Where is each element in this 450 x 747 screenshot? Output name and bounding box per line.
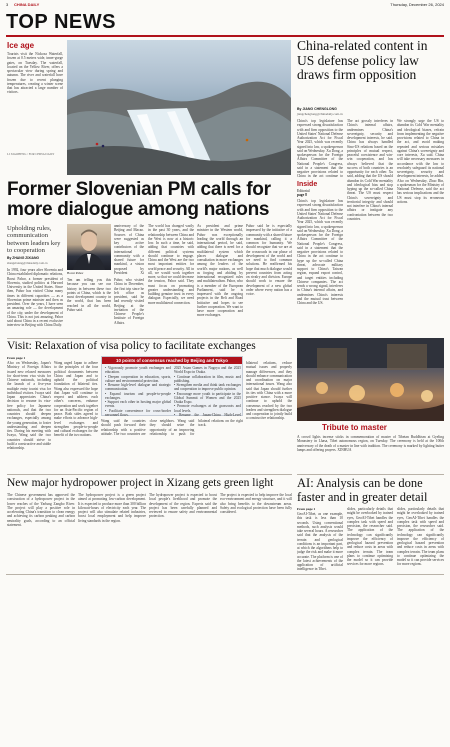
- consensus-point: • Facilitate convenience for cross-border personnel flows.: [105, 408, 171, 416]
- visit-from: From page 1: [7, 356, 26, 360]
- pahor-portrait: [67, 224, 111, 270]
- china-related-col3: We strongly urge the US to abandon its Cold War mentality and ideological biases, refrain from implementing the negative provisions related to China in the act, and avoid making repeated and serious mistakes against China's sovereignty and core interests, Xu said. China will take necessary measures in accordance with the law to resolutely safeguard its national sovereignty, security and development interests, he added. Also on Wednesday, Zhao Bin, a spokesman for the Ministry of National Defense, said the act has serious implications and the US must stop its erroneous actions.: [397, 119, 444, 204]
- tribute-caption: A crowd lights incense sticks in commemoration of master of Tibetan Buddhism at Gyeling Monastery in Lhasa, Tibet autonomous region, on Tuesday. The ceremony is held at the 100th anniversary of the death of a master in line with tradition. The ceremony is marked by lighting butter lamps and offering prayers. XINHUA: [297, 435, 444, 452]
- ai-from: From page 1: [297, 507, 316, 511]
- visit-col4: Wang said the countries should push forward their relationship with a positive attitude. The two countries are close neighbors. Wang said they should seize the opportunity of an improving relationship to push for bilateral relations on the right track.: [101, 419, 243, 436]
- consensus-point: • Expand tourism and people-to-people exchanges.: [105, 391, 171, 400]
- tribute-label: Tribute to master: [322, 423, 387, 432]
- consensus-list-right: [174, 366, 241, 416]
- consensus-point: • Vigorously promote youth exchanges and education.: [105, 366, 171, 375]
- china-related-headline: China-related content in US defense policy law draws firm opposition: [297, 38, 428, 82]
- page-number: 3: [6, 2, 9, 7]
- ai-headline: AI: Analysis can be done faster and in greater detail: [297, 476, 428, 504]
- hydro-headline: New major hydropower project in Xizang gets green light: [7, 477, 274, 489]
- footer-rule: [6, 574, 444, 575]
- consensus-box: [101, 356, 243, 416]
- consensus-list-left: [105, 366, 171, 416]
- masthead: [0, 0, 450, 36]
- inside-page[interactable]: page 8: [297, 193, 307, 198]
- consensus-point: • Strengthen media and think tank exchanges and cooperation to improve public opinion.: [174, 383, 241, 392]
- ice-age-title: Ice age: [7, 41, 35, 50]
- consensus-point: • Resume high-level dialogue and strategic communication.: [105, 383, 171, 392]
- slovenian-para7: China and the West are the two most important entities for world peace and security. All in all, we would work together more, so that we could decrease the tension, Pahor said. They must focus on promoting greater understanding and building genuine trust in every dialogue. Especially, we need more multilateral connection.: [148, 258, 194, 305]
- china-related-byline: By JIANG CHENGLONG: [297, 107, 337, 111]
- slovenian-para6: The world has changed vastly in the past 30 years, and the relationship between China and the West is now at a historic low. In such a time, he said, adding that countries with different political systems should continue to engage.: [148, 224, 194, 258]
- tribute-photo: [297, 338, 444, 421]
- masthead-rule: [6, 35, 444, 37]
- slovenian-col4: [197, 224, 243, 334]
- consensus-point: • Encourage more youth to participate in the Global Summit of Women and the 2025 Osaka Expo.: [174, 391, 241, 404]
- consensus-point: • Resume the Japan-China High-Level: [174, 412, 241, 416]
- pahor-caption: Borut Pahor: [67, 271, 84, 275]
- ice-age-lead: Tourists visit the Nickosa Waterfall, frozen at 0.5 meters wide, inner-gorge gates, on Tuesday. The waterfall, located on the Yellow River, offers a spectacular view during spring and autumn. The river and waterfall have frozen due to recent plunging temperatures, creating a winter scene that has attracted a large number of visitors.: [7, 52, 63, 95]
- slovenian-para1: In 1992, four years after Slovenia and China established diplomatic relations, Borut Pahor, a former president of Slovenia, studied politics at Harvard University in the United States. Since then, Pahor has visited China many times in different capacities — as a Slovenian prime minister and then as president.: [7, 268, 63, 306]
- section-title: TOP NEWS: [6, 11, 116, 33]
- divider-hydro: [7, 474, 292, 475]
- visit-col2: Wang urged Japan to adhere to the principles of the four political documents between China and Japan and to uphold the political foundation of bilateral ties. Wang also expressed the hope that Japan will continue to respect and address each other's concerns, enhance cooperation and work together for an Asia-Pacific region of peace. Both sides agreed to make efforts to advance high-level exchanges and strengthen people-to-people and cultural exchanges for the benefit of the two nations.: [54, 361, 98, 438]
- waterfall-photo: [67, 40, 291, 175]
- slovenian-subhead: Upholding rules, communication between leaders key to cooperation: [7, 225, 61, 255]
- consensus-point: • Deepen cooperation in education, sports, culture and environmental protection.: [105, 374, 171, 383]
- slovenian-para10: Pahor said he is especially impressed by the initiative of a community with a shared future for mankind, calling it a common for humanity. We should recognize that we are at the crossroads in our phase of development of the world and we need to find common solutions.: [246, 224, 292, 267]
- china-related-col1-cont: China's top legislature has expressed strong dissatisfaction with and firm opposition to the United States' National Defense Authorization Act for Fiscal Year 2025, which was recently signed into law, a spokesperson said on Wednesday. Xu Dong, a spokesperson for the Foreign Affairs Committee of the National People's Congress, said in a statement that the negative provisions related to China in the act continue to hype up the so-called China threat, advocate military support to China's Taiwan region, expand export control, and target entities including Chinese companies. The act sends a wrong signal, interferes in China's internal affairs, and undermines China's interests and the mutual trust between China and the US.: [297, 199, 343, 305]
- divider-ai: [297, 474, 444, 475]
- hydro-col3: The hydropower project is expected to boost local people's livelihood and promote the development of the region. Experts said the project has been carefully planned and reviewed to ensure safety and environmental protection.: [149, 493, 217, 519]
- ice-age-credit: LI XIAOHENG / FOR CHINA DAILY: [7, 152, 55, 156]
- ai-col2: slides, particularly details that might be overlooked by trained eyes, GeoAI-Tibet handles the complex task with speed and precision, the researcher said. The application of the technology can significantly improve the efficiency of geological hazard prevention and reduce costs in areas with complex terrain. The team plans to continue optimizing the model so it can provide services for more regions.: [347, 507, 393, 567]
- china-related-col2: The act grossly interferes in China's internal affairs, undermines China's sovereignty, security and development interests, he said. China has always handled Sino-US relations based on the principles of mutual respect, peaceful coexistence and win-win cooperation, and has always believed that the success of both countries is an opportunity for each other. Xu said, adding that the US should abandon its Cold War mentality and ideological bias and stop hyping up the so-called China threat. The US must respect China's sovereignty and territorial integrity and should not interfere in China's internal affairs or instigate any confrontation between the two countries.: [347, 119, 393, 221]
- portrait-figure: [67, 224, 111, 270]
- slovenian-col5: [246, 224, 292, 334]
- slovenian-col2c: Pahor, who visited China in December, the first trip since he left office as president, said he had recently visited Beijing at the invitation of the Chinese People's Institute of Foreign Affairs.: [114, 278, 144, 325]
- visit-headline: Visit: Relaxation of visa policy to facilitate exchanges: [7, 340, 256, 352]
- slovenian-col1: [7, 268, 63, 334]
- consensus-point: • Promote exchanges at the grassroots and local levels.: [174, 404, 241, 413]
- incense-crowd-scene: [297, 338, 444, 421]
- china-related-col1: China's top legislature has expressed strong dissatisfaction with and firm opposition to the United States' National Defense Authorization Act for Fiscal Year 2025, which was recently signed into law, a spokesperson said on Wednesday. Xu Dong, a spokesperson for the Foreign Affairs Committee of the National People's Congress, said in a statement that the negative provisions related to China in the act continue to: [297, 119, 343, 179]
- hydro-col1: The Chinese government has approved the construction of a hydropower project in the lower reaches of the Yarlung Zangbo River. The project will play a positive role in accelerating China's transition to clean energy and achieving its carbon peaking and carbon neutrality goals, according to an official statement.: [7, 493, 75, 527]
- slovenian-headline: Former Slovenian PM calls for more dialogue among nations: [7, 179, 271, 220]
- visit-col5: bilateral relations, reduce mutual issues and properly manage differences, and they should enhance communication and coordination on major international issues. Wang also said that Japan should further its ties with China with a more positive stance. Iwaya will continue to uphold the consensus reached by the two leaders and strengthen dialogue and cooperation to jointly build a constructive relationship.: [246, 361, 292, 421]
- slovenian-col2b: anniversary of the Beijing and Macao. Sources of China were suggested as key active contributors of the international community with a shared future for mankind, a vision proposed by President Xi: [114, 224, 144, 274]
- slovenian-para12: Pahor, who is a member of the European Parliament, said he is impressed with the ongoing projects in the Belt and Road Initiative and hopes to see further cooperation. We want to have more cooperation and more exchanges.: [197, 279, 243, 318]
- slovenian-para9: As president and prime minister in the Western world, Pahor was exceptionally leading the world through an international period, he said, adding that there is need for a multilateral system which places dialogue and consultation in more exchanges among the leaders of the world's major nations, as well as forging and abiding by international recognized rules and multilateralism.: [197, 224, 243, 284]
- consensus-point: • Continue collaboration in film, music and publishing.: [174, 374, 241, 383]
- dateline: Thursday, December 26, 2024: [390, 2, 444, 7]
- frozen-waterfall-scene: [67, 40, 291, 175]
- china-related-email: jiangchenglong@chinadaily.com.cn: [297, 112, 343, 116]
- slovenian-para11: He reaffirmed his hope that much dialogue would prevent countries from acting on rivalry and division. Europe should work to ensure the development of a new global order where every nation has a voice.: [246, 262, 292, 296]
- slovenian-para2: Over the years, I have seen an amazing role — the development of the city, under the development of China. This is not just amazing, Pahor said about China in a recent exclusive interview in Beijing with China Daily.: [7, 302, 63, 328]
- divider-visit: [7, 338, 292, 339]
- slovenian-col3: [148, 224, 194, 334]
- slovenian-email: zhangzixiang@chinadaily.com.cn: [7, 261, 48, 265]
- visit-col1: Also on Wednesday, Japan's Ministry of Foreign Affairs issued new relaxed measures for short-term visa visits for Chinese nationals, including the launch of a five-year multiple entry tourist visa for individual visitors. Iwaya said Japan appreciates China's decision to resume its visa-free policy for Japanese nationals, and that the two countries should deepen exchanges, especially among the young generation, to foster understanding and deepen ties. During his meeting with Iwaya, Wang said the two countries should strive to build a constructive and stable relationship.: [7, 361, 51, 450]
- ai-col3: slides, particularly details that might be overlooked by trained eyes, GeoAI-Tibet handles the complex task with speed and precision, the researcher said. The application of the technology can significantly improve the efficiency of geological hazard prevention and reduce costs in areas with complex terrain. The team plans to continue optimizing the model so it can provide services for more regions.: [397, 507, 444, 567]
- consensus-title: 10 points of consensus reached by Beijing and Tokyo: [102, 357, 242, 364]
- inside-label: Inside: [297, 181, 318, 188]
- ai-col1: GeoAI-Tibet, as one example, this task is less than 10 seconds. Using conventional methods, such analysis would take several hours. A researcher said that the analysis of the terrain and geological conditions is an important part, at which the algorithms help to judge the risk and make it more accurate. The platform is one of the latest achievements of the application of artificial intelligence in Tibet.: [297, 512, 343, 572]
- slovenian-col2-bottom: Ten am telling you this because you can see our history in between these two points at China, which is the most development country in the world, that has been reached in all the world, Pahor said.: [67, 278, 111, 312]
- consensus-point: 2025 Asian Games in Nagoya and the 2025 World Expo in Osaka.: [174, 366, 241, 375]
- inside-text: Editorial: [297, 189, 310, 193]
- hydro-col4: The project is expected to help improve the local eco-environment and energy structure, and it will also bring benefits to the downstream areas. Safety and ecological protection have been fully considered.: [220, 493, 292, 514]
- slovenian-byline: By ZHANG ZIXIANG: [7, 256, 40, 260]
- consensus-point: • Support each other in hosting major global events.: [105, 400, 171, 409]
- paper-name: CHINA DAILY: [14, 2, 40, 7]
- hydro-col2: The hydropower project is a green project aimed at promoting low-carbon development. It is expected to produce more than 300 billion kilowatt-hours of electricity each year. The project will also stimulate related industries, boost local employment and help improve living standards in the region.: [78, 493, 146, 523]
